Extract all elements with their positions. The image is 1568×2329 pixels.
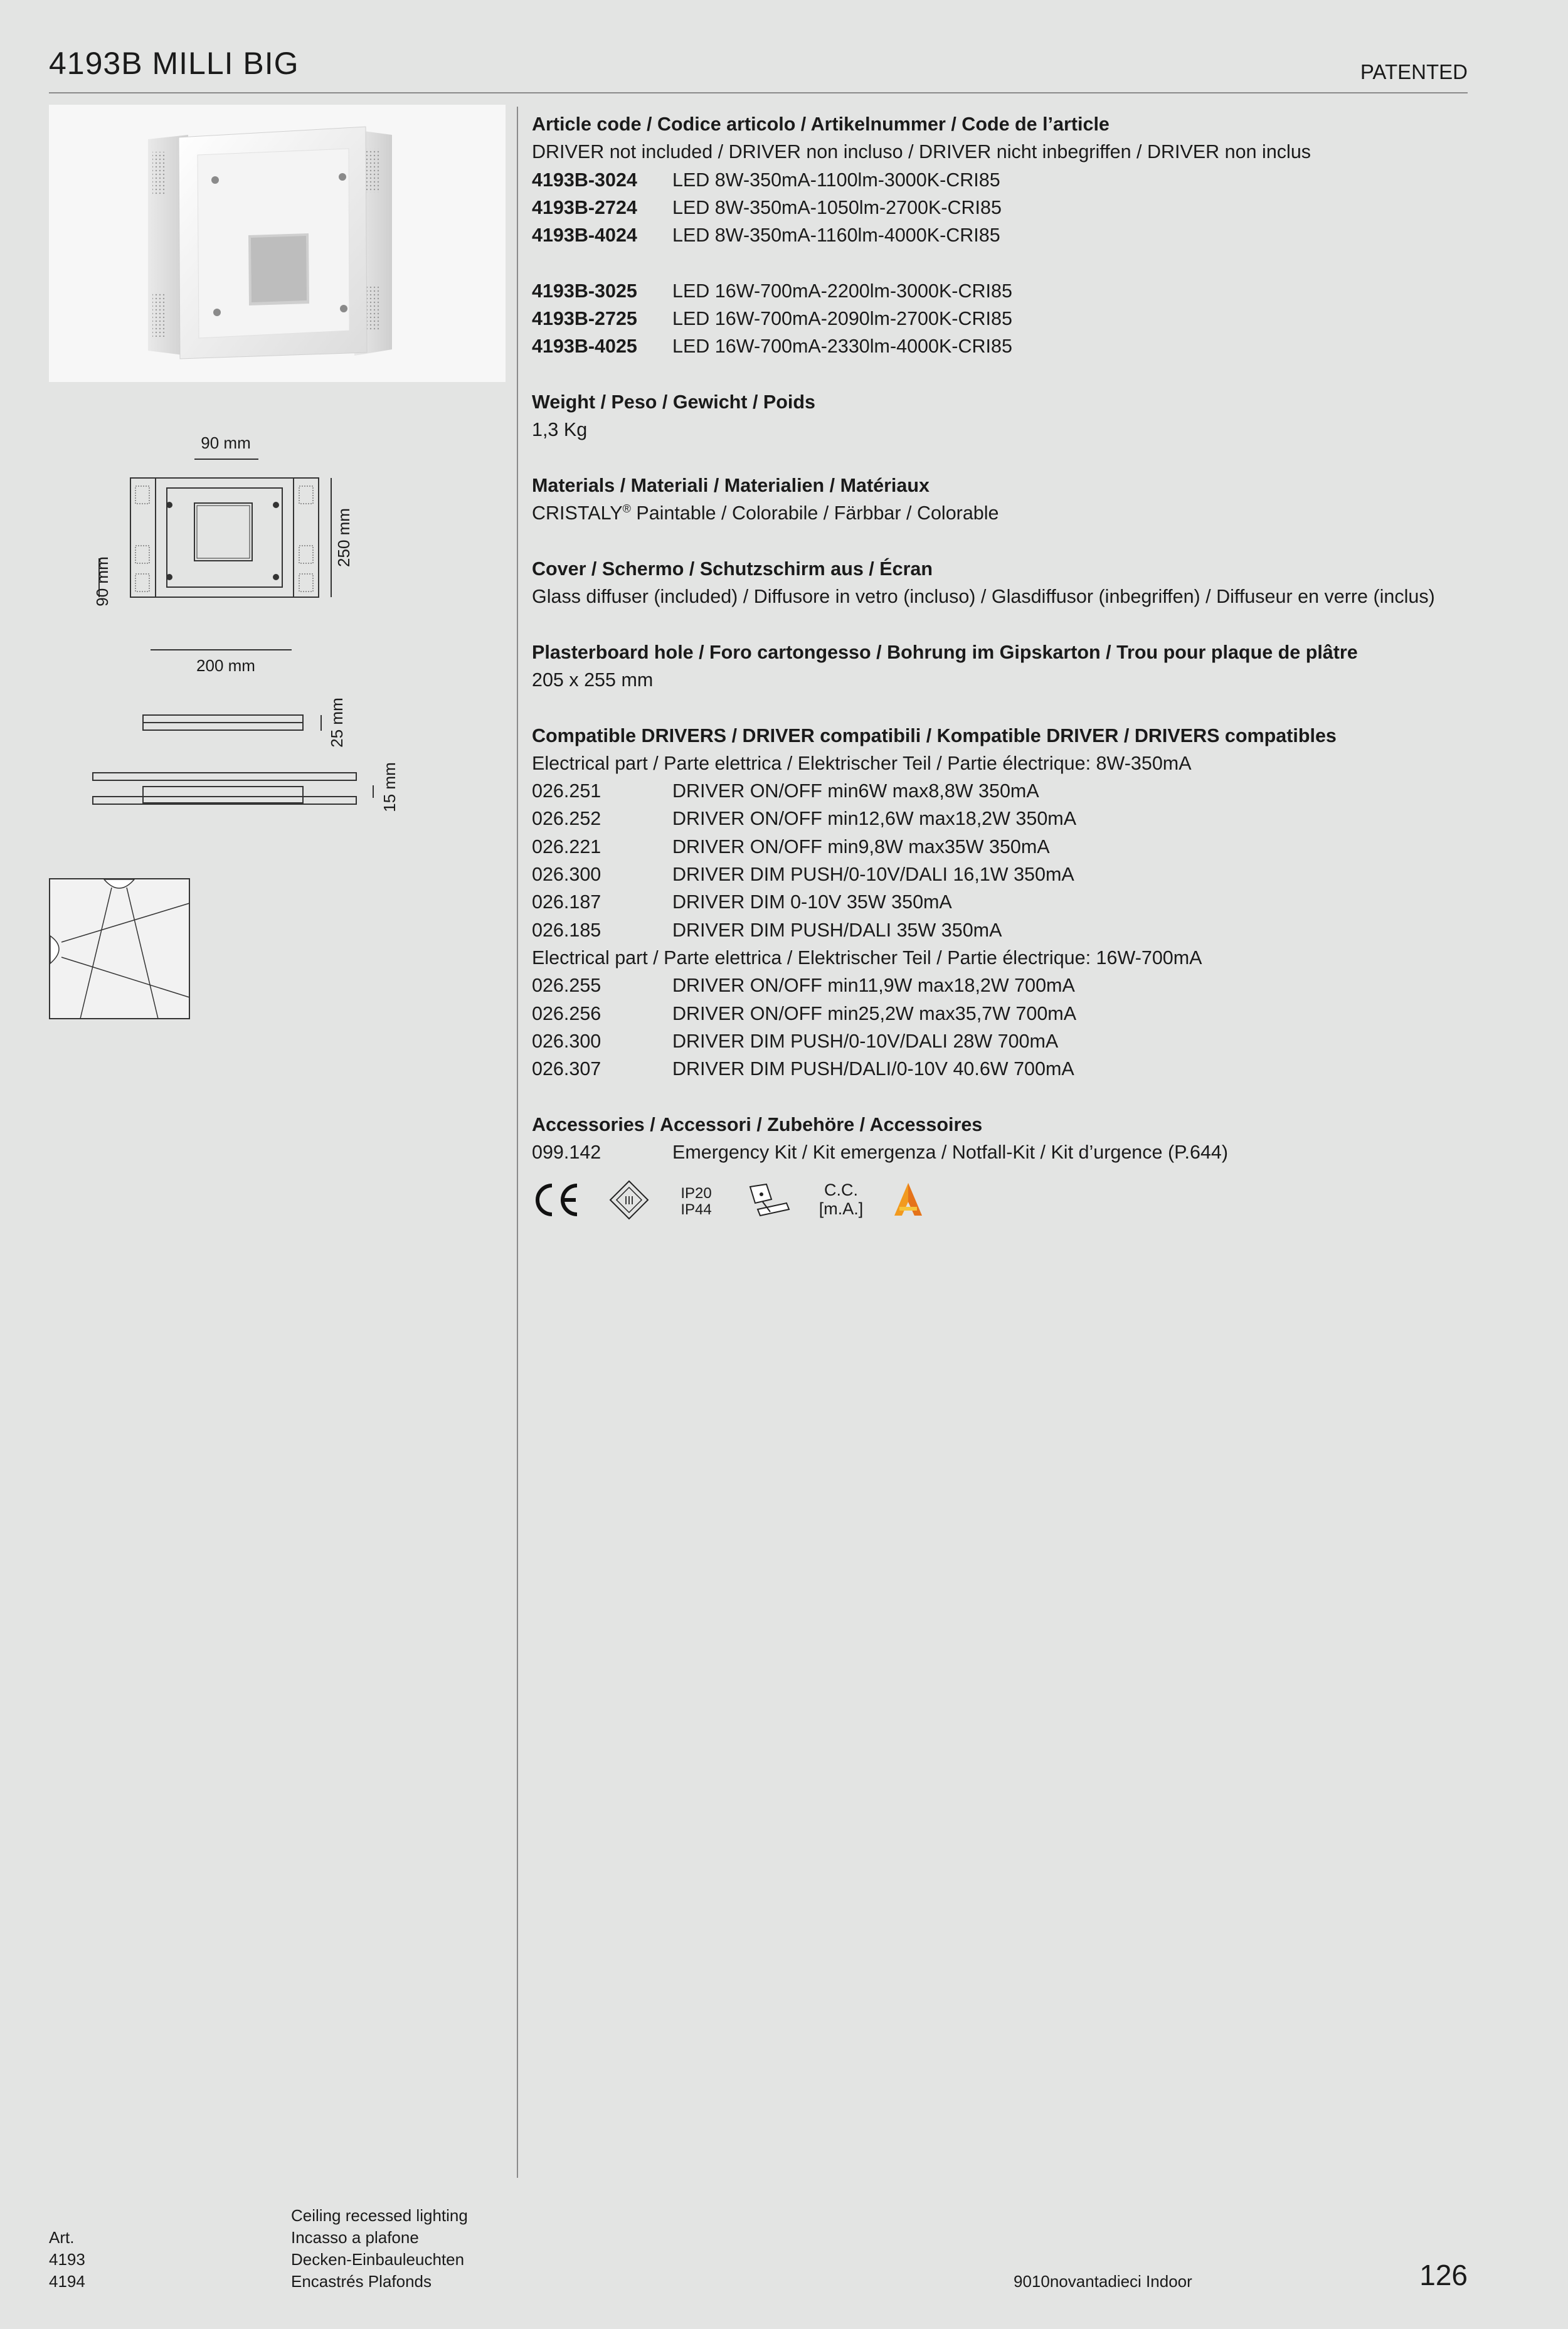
hole-heading: Plasterboard hole / Foro cartongesso / Bohrung im Gipskarton / Trou pour plaque de plâtre: [532, 641, 1358, 663]
article-desc: LED 16W-700mA-2090lm-2700K-CRI85: [672, 308, 1012, 330]
dim-height-right: 250 mm: [334, 508, 353, 567]
article-code: 4193B-4024: [532, 225, 637, 247]
driver-code: 026.256: [532, 1002, 601, 1024]
ma-text: [m.A.]: [818, 1199, 864, 1218]
accessories-heading: Accessories / Accessori / Zubehöre / Accessoires: [532, 1113, 983, 1135]
spec-column: [532, 110, 1460, 1166]
footer-category-line: Decken-Einbauleuchten: [291, 2250, 465, 2269]
driver-desc: DRIVER ON/OFF min12,6W max18,2W 350mA: [672, 808, 1077, 830]
hole-value: 205 x 255 mm: [532, 669, 654, 691]
driver-desc: DRIVER ON/OFF min9,8W max35W 350mA: [672, 836, 1050, 857]
driver-desc: DRIVER ON/OFF min11,9W max18,2W 700mA: [672, 975, 1075, 997]
header-divider: [49, 92, 1468, 93]
article-row: [532, 194, 1460, 221]
driver-desc: DRIVER ON/OFF min6W max8,8W 350mA: [672, 780, 1039, 802]
driver-row: [532, 1000, 1460, 1027]
driver-row: [532, 861, 1460, 888]
driver-desc: DRIVER DIM 0-10V 35W 350mA: [672, 891, 952, 913]
article-desc: LED 16W-700mA-2330lm-4000K-CRI85: [672, 336, 1012, 358]
article-code: 4193B-3024: [532, 169, 637, 191]
cover-value: Glass diffuser (included) / Diffusore in vetro (incluso) / Glasdiffusor (inbegriffen) / Diffuseur en verre (inclus): [532, 586, 1435, 608]
page-number: 126: [1419, 2259, 1468, 2291]
driver-row: [532, 1027, 1460, 1055]
footer-brand: 9010novantadieci Indoor: [1014, 2272, 1192, 2291]
article-desc: LED 8W-350mA-1050lm-2700K-CRI85: [672, 196, 1002, 218]
driver-desc: DRIVER DIM PUSH/DALI 35W 350mA: [672, 919, 1002, 941]
dim-height-left: 90 mm: [93, 556, 112, 607]
footer-category-line: Encastrés Plafonds: [291, 2272, 432, 2291]
install-icon: [744, 1179, 794, 1223]
driver-row: [532, 805, 1460, 832]
driver-code: 026.255: [532, 975, 601, 997]
accessory-code: 099.142: [532, 1141, 601, 1163]
constant-current-icon: [807, 1179, 876, 1223]
column-divider: [517, 107, 518, 2178]
drivers-heading: Compatible DRIVERS / DRIVER compatibili / Kompatible DRIVER / DRIVERS compatibles: [532, 724, 1337, 746]
article-desc: LED 8W-350mA-1100lm-3000K-CRI85: [672, 169, 1000, 191]
driver-code: 026.307: [532, 1058, 601, 1080]
class-iii-text: III: [624, 1194, 634, 1207]
footer-art-code: 4194: [49, 2272, 85, 2291]
registered-mark: ®: [622, 502, 631, 515]
ip44-text: IP44: [681, 1201, 712, 1218]
driver-row: [532, 888, 1460, 916]
electrical-part-8w: Electrical part / Parte elettrica / Elektrischer Teil / Partie électrique: 8W-350mA: [532, 752, 1192, 774]
materials-value-row: [532, 499, 1460, 527]
footer-art-label: Art.: [49, 2228, 75, 2247]
footer-article-list: [49, 2227, 85, 2293]
footer-art-code: 4193: [49, 2250, 85, 2269]
article-code: 4193B-2725: [532, 308, 637, 330]
driver-row: [532, 777, 1460, 805]
driver-code: 026.251: [532, 780, 601, 802]
article-row: [532, 277, 1460, 305]
driver-row: [532, 972, 1460, 999]
materials-heading: Materials / Materiali / Materialien / Matériaux: [532, 474, 930, 496]
driver-code: 026.300: [532, 864, 601, 886]
materials-value: Paintable / Colorabile / Färbbar / Colorable: [636, 502, 999, 524]
driver-row: [532, 916, 1460, 944]
beam-diagram: [49, 878, 190, 1019]
electrical-part-16w: Electrical part / Parte elettrica / Elektrischer Teil / Partie électrique: 16W-700mA: [532, 947, 1202, 968]
driver-code: 026.187: [532, 891, 601, 913]
footer-category-line: Ceiling recessed lighting: [291, 2206, 468, 2225]
cover-heading: Cover / Schermo / Schutzschirm aus / Écran: [532, 558, 933, 580]
class-iii-icon: [608, 1179, 650, 1221]
weight-heading: Weight / Peso / Gewicht / Poids: [532, 391, 815, 413]
driver-row: [532, 1055, 1460, 1083]
dim-width-bottom: 200 mm: [196, 656, 255, 675]
driver-desc: DRIVER DIM PUSH/0-10V/DALI 28W 700mA: [672, 1030, 1059, 1052]
certification-icons: [531, 1179, 970, 1223]
article-row: [532, 166, 1460, 194]
footer-category-line: Incasso a plafone: [291, 2228, 419, 2247]
article-heading: Article code / Codice articolo / Artikelnummer / Code de l’article: [532, 114, 1110, 135]
driver-desc: DRIVER ON/OFF min25,2W max35,7W 700mA: [672, 1002, 1077, 1024]
materials-brand: CRISTALY: [532, 502, 623, 524]
ce-mark-icon: [531, 1179, 581, 1221]
dimension-drawing: [75, 427, 426, 828]
article-row: [532, 332, 1460, 360]
article-code: 4193B-4025: [532, 336, 637, 358]
energy-class-icon: [889, 1179, 927, 1221]
accessory-row: [532, 1138, 1460, 1166]
driver-row: [532, 833, 1460, 861]
weight-value: 1,3 Kg: [532, 419, 588, 441]
article-row: [532, 221, 1460, 249]
article-row: [532, 305, 1460, 332]
driver-code: 026.185: [532, 919, 601, 941]
driver-desc: DRIVER DIM PUSH/0-10V/DALI 16,1W 350mA: [672, 864, 1074, 886]
driver-note: DRIVER not included / DRIVER non incluso / DRIVER nicht inbegriffen / DRIVER non inclus: [532, 141, 1311, 163]
article-code: 4193B-3025: [532, 280, 637, 302]
article-code: 4193B-2724: [532, 196, 637, 218]
patented-badge: PATENTED: [1360, 60, 1468, 83]
driver-code: 026.252: [532, 808, 601, 830]
ip20-text: IP20: [681, 1185, 712, 1202]
dim-depth-25: 25 mm: [327, 698, 346, 748]
product-photo: [49, 105, 506, 382]
article-desc: LED 8W-350mA-1160lm-4000K-CRI85: [672, 225, 1000, 247]
accessory-desc: Emergency Kit / Kit emergenza / Notfall-Kit / Kit d’urgence (P.644): [672, 1141, 1229, 1163]
page-title: 4193B MILLI BIG: [49, 46, 299, 81]
footer-category: [291, 2205, 468, 2293]
dim-width-top: 90 mm: [201, 433, 251, 452]
driver-code: 026.221: [532, 836, 601, 857]
dim-depth-15: 15 mm: [380, 762, 399, 812]
driver-code: 026.300: [532, 1030, 601, 1052]
cc-text: C.C.: [824, 1180, 858, 1199]
driver-desc: DRIVER DIM PUSH/DALI/0-10V 40.6W 700mA: [672, 1058, 1074, 1080]
article-desc: LED 16W-700mA-2200lm-3000K-CRI85: [672, 280, 1012, 302]
ip-rating-icon: [676, 1179, 720, 1221]
